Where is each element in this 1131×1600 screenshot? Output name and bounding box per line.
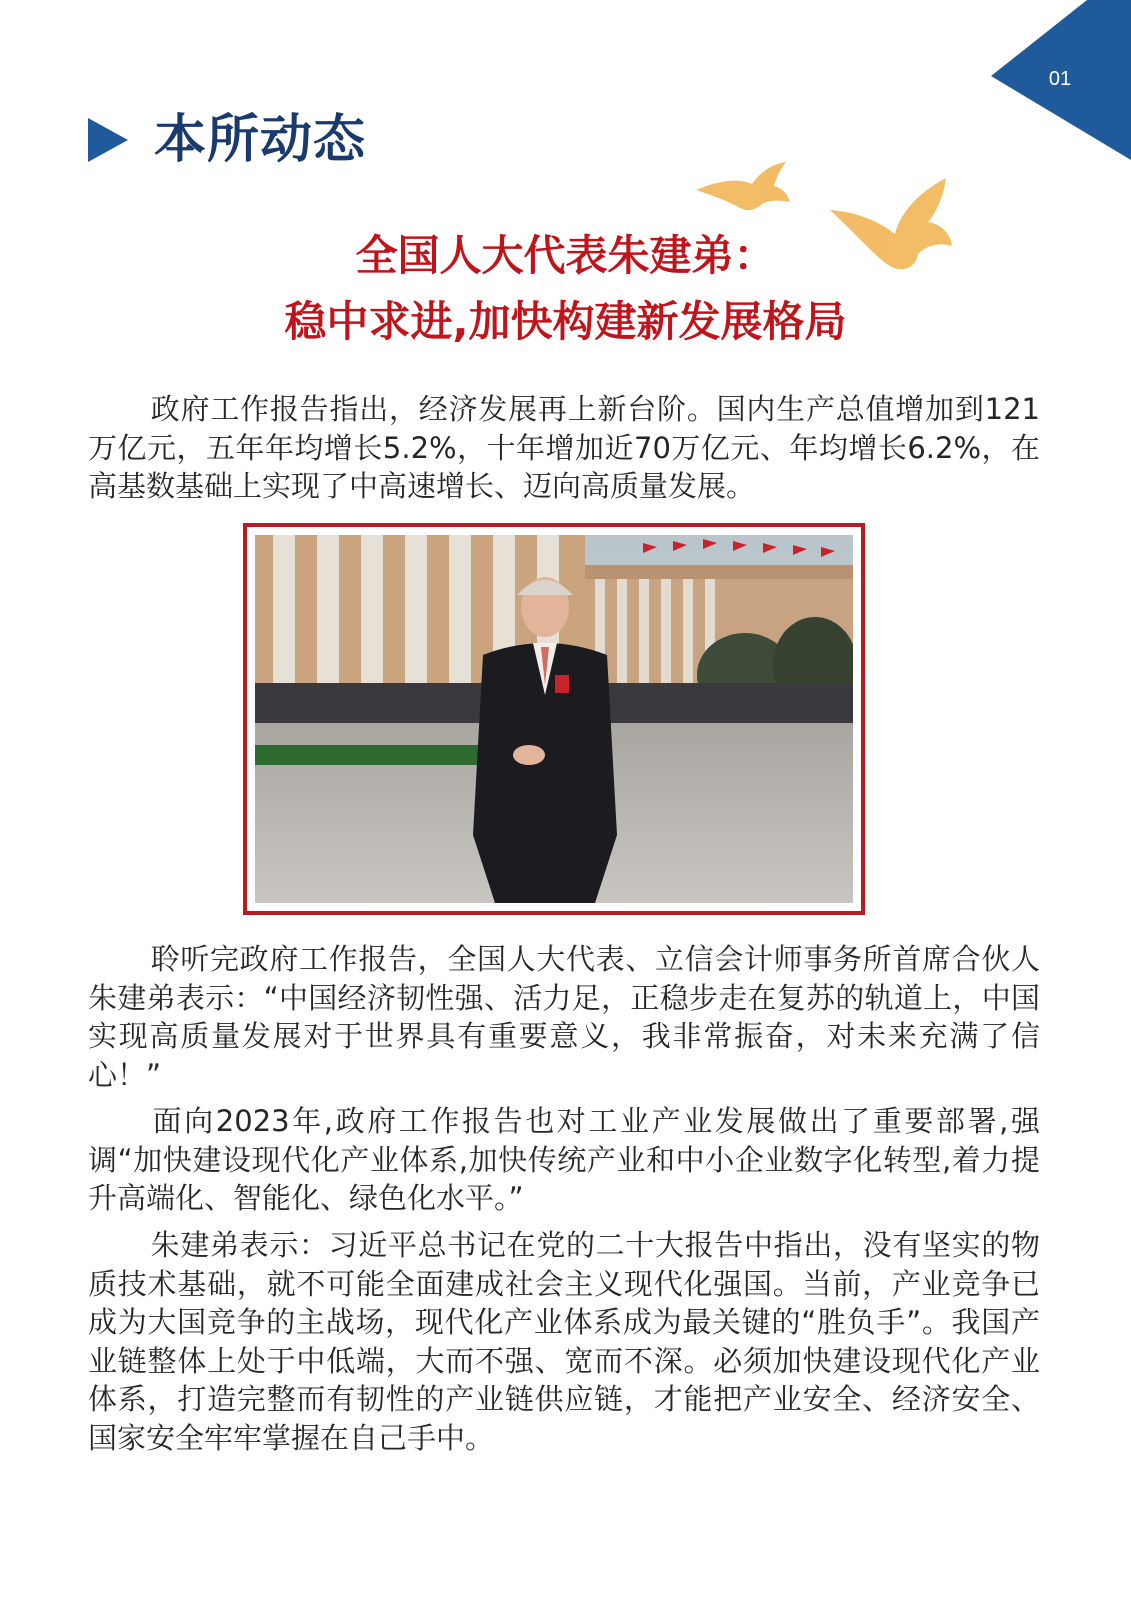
photo-frame <box>243 523 865 915</box>
paragraph-text: 聆听完政府工作报告，全国人大代表、立信会计师事务所首席合伙人朱建弟表示：“中国经济韧性强、活力足，正稳步走在复苏的轨道上，中国实现高质量发展对于世界具有重要意义，我非常振奋，对未来充满了信心！” <box>88 942 1040 1092</box>
page-number: 01 <box>1048 68 1072 90</box>
paragraph <box>88 1102 1040 1218</box>
paragraph <box>88 940 1040 1094</box>
paragraph-text: 朱建弟表示：习近平总书记在党的二十大报告中指出，没有坚实的物质技术基础，就不可能全面建成社会主义现代化强国。当前，产业竞争已成为大国竞争的主战场，现代化产业体系成为最关键的“胜负手”。我国产业链整体上处于中低端，大而不强、宽而不深。必须加快建设现代化产业体系，打造完整而有韧性的产业链供应链，才能把产业安全、经济安全、国家安全牢牢掌握在自己手中。 <box>88 1228 1040 1455</box>
paragraph <box>88 390 1040 506</box>
delegate-photo <box>255 535 853 903</box>
section-title: 本所动态 <box>154 110 367 170</box>
play-arrow-icon <box>88 118 128 162</box>
article-headline-line1: 全国人大代表朱建弟： <box>355 231 776 280</box>
paragraph-text: 政府工作报告指出，经济发展再上新台阶。国内生产总值增加到121万亿元，五年年均增长5.2%，十年增加近70万亿元、年均增长6.2%，在高基数基础上实现了中高速增长、迈向高质量发展。 <box>88 392 1040 503</box>
paragraph <box>88 1226 1040 1457</box>
paragraph-text: 面向2023年,政府工作报告也对工业产业发展做出了重要部署,强调“加快建设现代化产业体系,加快传统产业和中小企业数字化转型,着力提升高端化、智能化、绿色化水平。” <box>88 1104 1040 1215</box>
article-headline-line2: 稳中求进,加快构建新发展格局 <box>284 297 847 346</box>
